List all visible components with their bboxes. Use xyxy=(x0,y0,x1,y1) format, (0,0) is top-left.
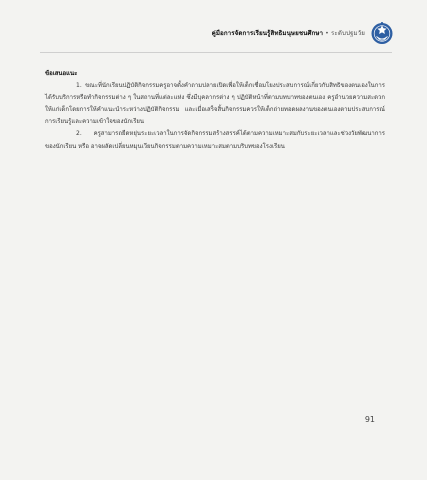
recommendation-paragraph-1: 1. ขณะที่นักเรียนปฏิบัติกิจกรรมครูอาจตั้งคำถามปลายเปิดเพื่อให้เด็กเชื่อมโยงประสบการณ์เกี่ยวกับสิทธิของตนเองในการได้รับบริการหรือทำกิจกรรมต่าง ๆ ในสถานที่แต่ละแห่ง ซึ่งมีบุคลากรต่าง ๆ ปฏิบัติหน้าที่ตามบทบาทของตนเอง ครูอำนวยความสะดวกให้แก่เด็กโดยการให้คำแนะนำระหว่างปฏิบัติกิจกรรม และเมื่อเสร็จสิ้นกิจกรรมควรให้เด็กถ่ายทอดผลงานของตนเองตามประสบการณ์การเรียนรู้และความเข้าใจของนักเรียน xyxy=(45,82,385,126)
institutional-seal-icon xyxy=(370,21,394,45)
recommendations-section xyxy=(45,68,385,153)
section-title: ข้อเสนอแนะ xyxy=(45,70,78,77)
header-title: คู่มือการจัดการเรียนรู้สิทธิมนุษยชนศึกษา xyxy=(211,30,324,37)
recommendation-paragraph-2: 2. ครูสามารถยืดหยุ่นระยะเวลาในการจัดกิจกรรมสร้างสรรค์ได้ตามความเหมาะสมกับระยะเวลาและช่วงวัยพัฒนาการของนักเรียน หรือ อาจผลัดเปลี่ยนหมุนเวียนกิจกรรมตามความเหมาะสมตามบริบทของโรงเรียน xyxy=(45,130,385,150)
header-subtitle: ระดับปฐมวัย xyxy=(330,30,365,37)
page-number: 91 xyxy=(364,415,375,424)
header-divider xyxy=(40,52,392,53)
header-separator: • xyxy=(325,30,329,37)
page-header xyxy=(212,28,365,38)
